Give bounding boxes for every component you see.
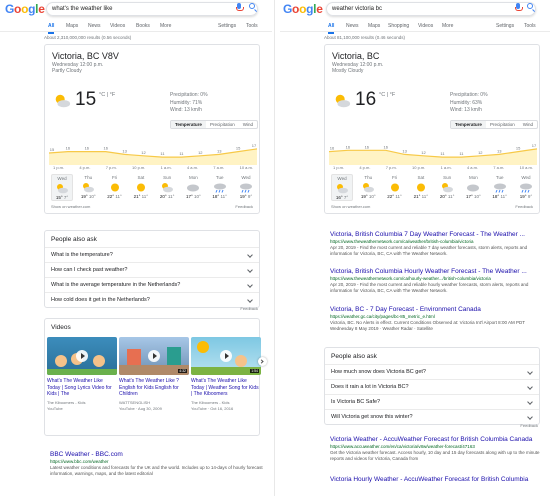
tab-more[interactable]: More: [160, 23, 172, 29]
day-forecast[interactable]: [51, 174, 73, 201]
day-high: 21°: [133, 194, 141, 199]
temperature-point-label: 16: [383, 144, 388, 150]
result-url[interactable]: https://weather.gc.ca/city/pages/bc-85_metric_e.html: [330, 314, 435, 319]
day-icon-wrap: [239, 182, 253, 193]
people-also-ask: [44, 230, 260, 308]
cloudy-icon: [466, 182, 480, 193]
day-high: 15°: [55, 195, 63, 200]
tab-wind[interactable]: Wind: [242, 122, 253, 127]
temperature-point-label: 16: [84, 145, 90, 151]
partly-cloudy-icon: [440, 182, 454, 193]
search-input[interactable]: what's the weather like: [46, 2, 258, 16]
result-url[interactable]: https://www.bbc.com/weather: [50, 459, 109, 464]
search-result: [330, 268, 546, 294]
weather-card: [324, 44, 540, 214]
day-high: 19°: [360, 194, 368, 199]
day-high: 21°: [413, 194, 421, 199]
temperature-point-label: 11: [440, 151, 445, 157]
current-temperature: 15: [75, 89, 97, 110]
hour-label: 1 p.m.: [53, 165, 65, 170]
paa-title: People also ask: [51, 236, 97, 243]
feedback-link[interactable]: Feedback: [515, 204, 533, 209]
video-source: YouTube · Oct 16, 2016: [191, 405, 234, 411]
tab-wind[interactable]: Wind: [522, 122, 533, 127]
video-title[interactable]: What's The Weather Like Today | Song Lyrics Video for Kids | The: [47, 378, 112, 397]
google-logo[interactable]: Google: [283, 2, 323, 16]
result-snippet: Victoria, BC. No Alerts in effect. Current Conditions Observed at: Victoria Int'l Airport 8:00 AM PDT Wednesday 8 May 2019 · Weather Radar · Satellite: [330, 320, 525, 331]
pane-divider: [274, 0, 275, 496]
day-temps: [384, 194, 406, 199]
day-high: 22°: [107, 194, 115, 199]
day-high: 18°: [492, 194, 500, 199]
result-title[interactable]: Victoria, British Columbia 7 Day Weather Forecast - The Weather ...: [330, 231, 525, 238]
day-temps: [104, 194, 126, 199]
day-name: Mon: [189, 175, 198, 180]
result-title[interactable]: Victoria, BC - 7 Day Forecast - Environment Canada: [330, 306, 481, 313]
search-input[interactable]: weather victoria bc: [326, 2, 536, 16]
temperature-point-label: 16: [65, 145, 71, 151]
day-temps: [130, 194, 152, 199]
current-temperature: 16: [355, 89, 377, 110]
day-high: 22°: [387, 194, 395, 199]
tab-maps[interactable]: Maps: [66, 23, 79, 29]
day-temps: [515, 194, 537, 199]
partly-cloudy-icon: [81, 182, 95, 193]
paa-question[interactable]: How can I check past weather?: [45, 262, 259, 277]
day-forecast[interactable]: [235, 174, 257, 201]
people-also-ask: [324, 347, 540, 425]
tab-all[interactable]: All: [328, 23, 334, 34]
day-low: 10°: [192, 194, 201, 199]
partly-cloudy-icon: [335, 183, 349, 194]
day-forecast[interactable]: [489, 174, 511, 201]
day-forecast[interactable]: [357, 174, 379, 201]
hour-label: 7 a.m.: [493, 165, 505, 170]
day-temps: [410, 194, 432, 199]
day-icon-wrap: [388, 182, 402, 193]
hour-label: 10 p.m.: [132, 165, 146, 170]
hour-label: 7 p.m.: [385, 165, 397, 170]
day-name: Mon: [469, 175, 478, 180]
play-icon[interactable]: [76, 350, 88, 362]
day-icon-wrap: [108, 182, 122, 193]
temperature-point-label: 16: [345, 144, 351, 150]
tab-all[interactable]: All: [48, 23, 54, 34]
day-name: Fri: [391, 175, 398, 180]
day-name: Wed: [337, 176, 347, 181]
day-low: 11°: [166, 194, 175, 199]
unit-toggle[interactable]: °C | °F: [99, 92, 116, 98]
left-search-page: [0, 0, 272, 496]
day-forecast[interactable]: [182, 174, 204, 201]
result-url[interactable]: https://www.accuweather.com/en/ca/victoria/v8w/weather-forecast/47163: [330, 444, 475, 449]
day-high: 17°: [465, 194, 473, 199]
hour-label: 7 a.m.: [213, 165, 225, 170]
hour-label: 10 p.m.: [412, 165, 426, 170]
day-icon-wrap: [213, 182, 227, 193]
tab-videos[interactable]: Videos: [418, 23, 434, 29]
partly-cloudy-icon: [55, 183, 69, 194]
day-low: 10°: [367, 194, 376, 199]
search-result: [50, 451, 266, 477]
day-temps: [332, 195, 352, 200]
day-icon-wrap: [55, 183, 69, 194]
temperature-point-label: 11: [160, 151, 165, 157]
day-icon-wrap: [160, 182, 174, 193]
day-low: 11°: [499, 194, 507, 199]
search-icon[interactable]: [249, 3, 255, 9]
video-channel: The Kiboomers - Kids: [191, 399, 230, 405]
cloudy-icon: [186, 182, 200, 193]
day-temps: [357, 194, 379, 199]
day-icon-wrap: [493, 182, 507, 193]
hour-labels: [333, 165, 533, 170]
video-channel: The Kiboomers - Kids: [47, 399, 86, 405]
partly-cloudy-icon: [53, 92, 71, 110]
temperature-point-label: 17: [251, 142, 257, 148]
day-low: 10°: [472, 194, 481, 199]
video-source: YouTube · Aug 30, 2009: [119, 405, 162, 411]
wind: Wind: 13 km/h: [450, 107, 482, 113]
day-temps: [209, 194, 231, 199]
paa-feedback[interactable]: Feedback: [240, 306, 258, 311]
video-title[interactable]: What's The Weather Like ? English for Kids English for Children: [119, 378, 179, 397]
sunny-icon: [388, 182, 402, 193]
precipitation: Precipitation: 0%: [170, 92, 208, 98]
day-name: Sun: [163, 175, 172, 180]
day-low: 11°: [420, 194, 429, 199]
tab-settings[interactable]: Settings: [218, 23, 237, 29]
day-forecast[interactable]: [462, 174, 484, 201]
day-low: 10°: [87, 194, 96, 199]
video-card[interactable]: [119, 337, 189, 411]
temperature-point-label: 16: [103, 145, 108, 151]
day-forecast[interactable]: [331, 174, 353, 201]
wind: Wind: 13 km/h: [170, 107, 202, 113]
weather-location: Victoria, BC V8V: [52, 51, 119, 61]
unit-toggle[interactable]: °C | °F: [379, 92, 396, 98]
tab-settings[interactable]: Settings: [496, 23, 515, 29]
paa-question[interactable]: How cold does it get in the Netherlands?: [45, 292, 259, 307]
mic-icon[interactable]: [237, 3, 241, 9]
temperature-point-label: 11: [459, 151, 464, 157]
sunny-icon: [414, 182, 428, 193]
temperature-point-label: 12: [198, 149, 203, 155]
video-title[interactable]: What's The Weather Like Today | Weather Song for Kids | The Kiboomers: [191, 378, 259, 397]
weather-footer: [331, 204, 533, 209]
video-duration: 4:32: [179, 369, 186, 373]
hour-labels: [53, 165, 253, 170]
day-name: Thu: [84, 175, 93, 180]
day-forecast[interactable]: [77, 174, 99, 201]
daily-forecast: [331, 174, 537, 201]
paa-question[interactable]: Is Victoria BC Safe?: [325, 394, 539, 409]
day-forecast[interactable]: [436, 174, 458, 201]
sunny-icon: [134, 182, 148, 193]
day-temps: [489, 194, 511, 199]
result-stats: About 81,100,000 results (0.46 seconds): [324, 35, 406, 40]
day-forecast[interactable]: [130, 174, 152, 201]
tab-temperature[interactable]: Temperature: [171, 121, 206, 128]
tab-temperature[interactable]: Temperature: [451, 121, 486, 128]
day-icon-wrap: [466, 182, 480, 193]
result-stats: About 2,310,000,000 results (0.56 seconds): [44, 35, 132, 40]
play-icon[interactable]: [148, 350, 160, 362]
day-icon-wrap: [335, 183, 349, 194]
temperature-point-label: 13: [216, 148, 222, 154]
result-snippet: Apr 20, 2019 - Find the most current and reliable 7 day weather forecasts, storm alerts, reports and information for Victoria, BC, CA with The Weather Network.: [330, 245, 528, 256]
day-icon-wrap: [81, 182, 95, 193]
hour-label: 1 p.m.: [333, 165, 345, 170]
weather-footer: [51, 204, 253, 209]
hour-label: 1 a.m.: [160, 165, 172, 170]
day-forecast[interactable]: [104, 174, 126, 201]
sunny-icon: [108, 182, 122, 193]
hour-label: 4 p.m.: [359, 165, 371, 170]
weather-details: [170, 92, 208, 115]
paa-question[interactable]: Will Victoria get snow this winter?: [325, 409, 539, 424]
chart-mode-toggle: [170, 120, 258, 129]
right-topbar: [280, 0, 550, 18]
weather-details: [450, 92, 488, 115]
day-icon-wrap: [361, 182, 375, 193]
videos-title: Videos: [51, 324, 71, 331]
weather-condition: Partly Cloudy: [52, 68, 82, 74]
hour-label: 10 a.m.: [519, 165, 533, 170]
temperature-point-label: 13: [402, 148, 407, 154]
day-temps: [235, 194, 257, 199]
day-name: Sun: [443, 175, 452, 180]
tab-news[interactable]: News: [88, 23, 101, 29]
result-url[interactable]: https://www.theweathernetwork.com/ca/weather/british-columbia/victoria: [330, 239, 474, 244]
temperature-point-label: 11: [179, 151, 184, 157]
day-name: Fri: [111, 175, 118, 180]
day-low: 11°: [446, 194, 455, 199]
hour-label: 4 p.m.: [79, 165, 91, 170]
feedback-link[interactable]: Feedback: [235, 204, 253, 209]
day-high: 20°: [439, 194, 447, 199]
weather-source-link[interactable]: Show on weather.com: [51, 204, 91, 209]
result-snippet: Latest weather conditions and forecasts for the UK and the world. Includes up to 14-days of hourly forecast information, warnings, maps, and the latest editorial: [50, 465, 263, 476]
partly-cloudy-icon: [333, 92, 351, 110]
google-logo[interactable]: Google: [5, 2, 45, 16]
tab-books[interactable]: Books: [136, 23, 150, 29]
day-high: 20°: [159, 194, 167, 199]
tab-tools[interactable]: Tools: [524, 23, 536, 29]
day-name: Sat: [137, 175, 145, 180]
result-url[interactable]: https://www.theweathernetwork.com/ca/hourly-weather.../british-columbia/victoria: [330, 276, 491, 281]
paa-question[interactable]: What is the average temperature in the Netherlands?: [45, 277, 259, 292]
videos-carousel: [44, 318, 260, 436]
temperature-point-label: 13: [496, 148, 502, 154]
tab-maps[interactable]: Maps: [368, 23, 381, 29]
day-temps: [156, 194, 178, 199]
humidity: Humidity: 71%: [170, 99, 203, 106]
tab-tools[interactable]: Tools: [246, 23, 258, 29]
hour-label: 7 p.m.: [105, 165, 117, 170]
carousel-next-icon[interactable]: [258, 357, 267, 366]
partly-cloudy-icon: [160, 182, 174, 193]
day-high: 16°: [335, 195, 343, 200]
temperature-point-label: 13: [122, 148, 127, 154]
paa-feedback[interactable]: Feedback: [520, 423, 538, 428]
weather-day: Wednesday 12:00 p.m.: [332, 62, 384, 68]
video-thumbnail[interactable]: [119, 337, 189, 375]
right-search-page: [280, 0, 550, 496]
hour-label: 4 a.m.: [186, 165, 199, 170]
temperature-point-label: 15: [49, 147, 55, 152]
precipitation: Precipitation: 0%: [450, 92, 488, 98]
weather-day: Wednesday 12:00 p.m.: [52, 62, 104, 68]
day-temps: [77, 194, 99, 199]
video-channel: WATTSENGLISH: [119, 399, 151, 405]
day-forecast[interactable]: [384, 174, 406, 201]
temperature-point-label: 12: [421, 149, 426, 155]
day-high: 18°: [212, 194, 220, 199]
search-result: [330, 436, 546, 462]
paa-title: People also ask: [331, 353, 377, 360]
video-source: YouTube: [47, 405, 63, 411]
search-icon[interactable]: [527, 3, 533, 9]
day-low: 7°: [342, 195, 349, 200]
tab-precipitation[interactable]: Precipitation: [489, 122, 515, 127]
result-title[interactable]: Victoria Weather - AccuWeather Forecast for British Columbia Canada: [330, 436, 533, 443]
left-topbar: [0, 0, 272, 18]
day-icon-wrap: [440, 182, 454, 193]
temperature-point-label: 12: [478, 149, 483, 155]
day-temps: [436, 194, 458, 199]
day-forecast[interactable]: [515, 174, 537, 201]
day-temps: [462, 194, 484, 199]
tab-videos[interactable]: Videos: [110, 23, 126, 29]
day-low: 9°: [526, 194, 533, 199]
weather-condition: Mostly Cloudy: [332, 68, 364, 74]
temperature-point-label: 15: [515, 145, 521, 151]
tab-precipitation[interactable]: Precipitation: [209, 122, 235, 127]
weather-location: Victoria, BC: [332, 51, 380, 61]
day-low: 9°: [246, 194, 253, 199]
temperature-point-label: 16: [364, 144, 370, 150]
weather-card: [44, 44, 260, 214]
day-low: 11°: [219, 194, 227, 199]
paa-question[interactable]: What is the temperature?: [45, 247, 259, 262]
day-low: 11°: [114, 194, 122, 199]
temperature-point-label: 16: [329, 145, 335, 151]
tab-news[interactable]: News: [346, 23, 359, 29]
video-thumbnail[interactable]: [191, 337, 261, 375]
day-forecast[interactable]: [156, 174, 178, 201]
tab-more[interactable]: More: [442, 23, 454, 29]
day-name: Wed: [241, 175, 251, 180]
temperature-chart: [49, 133, 257, 165]
play-icon[interactable]: [220, 350, 232, 362]
day-high: 17°: [185, 194, 193, 199]
search-tabs: [280, 18, 550, 32]
result-snippet: Get the Victoria weather forecast. Access hourly, 10 day and 15 day forecasts along with up to the minute reports and videos for Victoria, Canada from: [330, 450, 540, 461]
day-high: 19°: [80, 194, 88, 199]
day-low: 11°: [394, 194, 402, 199]
mic-icon[interactable]: [516, 3, 520, 9]
day-icon-wrap: [186, 182, 200, 193]
day-low: 7°: [62, 195, 69, 200]
temperature-point-label: 12: [141, 149, 146, 155]
day-forecast[interactable]: [209, 174, 231, 201]
video-card[interactable]: [47, 337, 117, 411]
search-tabs: [0, 18, 272, 32]
result-title[interactable]: BBC Weather - BBC.com: [50, 451, 123, 458]
day-icon-wrap: [134, 182, 148, 193]
rain-icon: [493, 182, 507, 193]
video-card[interactable]: [191, 337, 261, 411]
temperature-point-label: 15: [235, 145, 241, 151]
day-high: 19°: [519, 194, 527, 199]
paa-question[interactable]: How much snow does Victoria BC get?: [325, 364, 539, 379]
day-temps: [182, 194, 204, 199]
humidity: Humidity: 63%: [450, 99, 483, 106]
daily-forecast: [51, 174, 257, 201]
day-icon-wrap: [414, 182, 428, 193]
search-result: [330, 231, 546, 257]
temperature-point-label: 17: [531, 142, 537, 148]
rain-icon: [213, 182, 227, 193]
result-title[interactable]: Victoria Hourly Weather - AccuWeather Forecast for British Columbia: [330, 476, 529, 483]
day-temps: [52, 195, 72, 200]
weather-source-link[interactable]: Show on weather.com: [331, 204, 371, 209]
day-name: Wed: [57, 176, 67, 181]
day-name: Wed: [521, 175, 531, 180]
hour-label: 4 a.m.: [466, 165, 479, 170]
day-forecast[interactable]: [410, 174, 432, 201]
rain-icon: [519, 182, 533, 193]
result-snippet: Apr 20, 2019 - Find the most current and reliable hourly weather forecasts, storm alerts, reports and information for Victoria, BC, CA with The Weather Network.: [330, 282, 529, 293]
day-icon-wrap: [519, 182, 533, 193]
day-name: Tue: [495, 175, 504, 180]
result-title[interactable]: Victoria, British Columbia Hourly Weather Forecast - The Weather ...: [330, 268, 527, 275]
search-result: [330, 306, 546, 332]
day-name: Thu: [364, 175, 373, 180]
paa-question[interactable]: Does it rain a lot in Victoria BC?: [325, 379, 539, 394]
chart-mode-toggle: [450, 120, 538, 129]
hour-label: 10 a.m.: [239, 165, 253, 170]
hour-label: 1 a.m.: [440, 165, 452, 170]
temperature-chart: [329, 133, 537, 165]
rain-icon: [239, 182, 253, 193]
day-high: 19°: [239, 194, 247, 199]
tab-shopping[interactable]: Shopping: [388, 23, 410, 29]
day-name: Tue: [215, 175, 224, 180]
day-name: Sat: [417, 175, 425, 180]
partly-cloudy-icon: [361, 182, 375, 193]
search-result: [330, 476, 546, 483]
video-duration: 1:54: [251, 369, 258, 373]
video-thumbnail[interactable]: [47, 337, 117, 375]
day-low: 11°: [140, 194, 149, 199]
